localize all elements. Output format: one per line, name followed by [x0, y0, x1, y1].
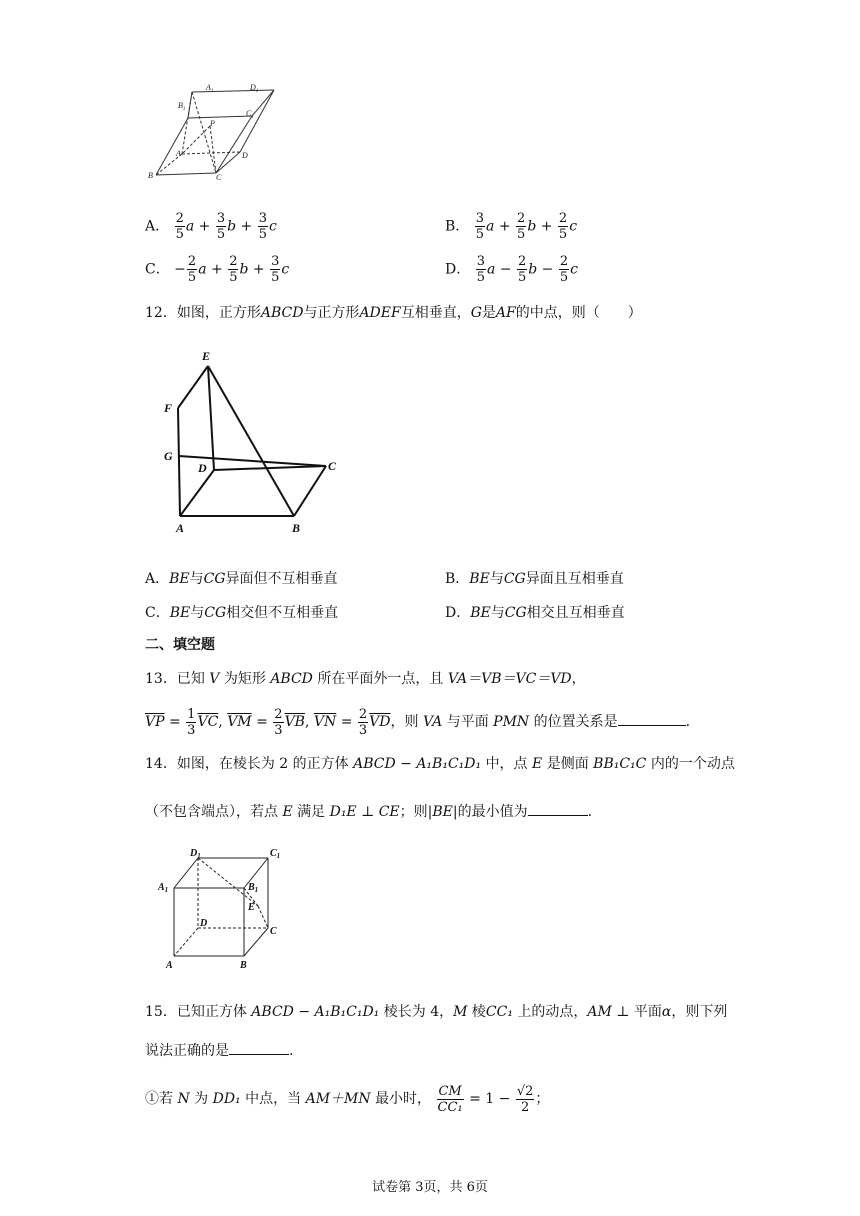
svg-text:D1: $D_1$	[250, 83, 259, 94]
q11-option-c[interactable]: C． − $\frac{2}{5}$ a + $\frac{2}{5}$ b + $\frac{3}{5}$ c	[145, 254, 290, 285]
q12-figure	[160, 346, 350, 536]
svg-text:D: D	[242, 151, 248, 160]
q13-answer-blank[interactable]	[618, 711, 686, 726]
svg-text:B1: $B_1$	[178, 101, 186, 112]
svg-text:B: B	[292, 521, 301, 535]
q11-option-a[interactable]: A． $\frac{2}{5}$ a + $\frac{3}{5}$ b + $\frac{3}{5}$ c	[145, 211, 277, 242]
svg-text:E: E	[202, 349, 211, 363]
q12-option-a[interactable]: A．BE与CG异面但不互相垂直	[145, 571, 338, 587]
svg-text:B: B	[240, 960, 247, 970]
q14-line2: （不包含端点），若点 E 满足 D₁E ⊥ CE；则|BE|的最小值为 .	[145, 801, 592, 822]
q14-answer-blank[interactable]	[528, 801, 588, 816]
page-footer: 试卷第 3页，共 6页	[372, 1180, 488, 1195]
svg-text:A: A	[176, 521, 185, 535]
svg-text:G: G	[164, 449, 173, 463]
q11-label-a1: $A_1$	[206, 83, 214, 94]
svg-text:P: P	[210, 119, 215, 128]
q15-line2: 说法正确的是 .	[145, 1040, 293, 1061]
svg-text:D: D	[198, 461, 207, 475]
q15-answer-blank[interactable]	[229, 1040, 289, 1055]
q11-option-b[interactable]: B． $\frac{3}{5}$ a + $\frac{2}{5}$ b + $\frac{2}{5}$ c	[445, 211, 578, 242]
svg-text:C: C	[216, 173, 222, 182]
q14-line1: 14．如图，在棱长为 2 的正方体 ABCD − A₁B₁C₁D₁ 中，点 E 是侧面 BB₁C₁C 内的一个动点	[145, 756, 735, 772]
svg-text:A: A	[166, 960, 173, 970]
svg-text:C: C	[328, 459, 337, 473]
q12-option-d[interactable]: D．BE与CG相交且互相垂直	[445, 605, 625, 621]
svg-text:F: F	[164, 401, 173, 415]
q12-stem: 12．如图，正方形ABCD与正方形ADEF互相垂直，G是AF的中点，则（ ）	[145, 305, 642, 321]
q13-line2: $\overline{VP}$ = $\frac{1}{3}$ $\overline{VC}$, $\overline{VM}$ = $\frac{2}{3}$ $\overline{VB}$, $\overline{VN}$ = $\frac{2}{3}$ $\overline{VD}$，则 VA 与平面 PMN 的位置关系是 .	[145, 706, 691, 738]
svg-text:E: E	[248, 902, 255, 913]
svg-text:D: D	[200, 918, 208, 929]
svg-text:C1: $C_1$	[246, 109, 254, 120]
svg-text:C1: $C_1$	[270, 848, 281, 860]
q13-line1: 13．已知 V 为矩形 ABCD 所在平面外一点，且 VA＝VB＝VC＝VD，	[145, 671, 586, 687]
q12-option-b[interactable]: B．BE与CG异面且互相垂直	[445, 571, 624, 587]
q14-figure	[156, 844, 290, 970]
svg-text:D1: $D_1$	[190, 848, 201, 860]
q15-item1: ①若 N 为 DD₁ 中点，当 AM＋MN 最小时， $\frac{CM}{\text{CC₁}}$ = 1 − $\frac{√2}{2}$ ；	[145, 1083, 550, 1115]
q11-option-d[interactable]: D． $\frac{3}{5}$ a − $\frac{2}{5}$ b − $\frac{2}{5}$ c	[445, 254, 578, 285]
q15-line1: 15．已知正方体 ABCD − A₁B₁C₁D₁ 棱长为 4，M 棱CC₁ 上的动点，AM ⊥ 平面α，则下列	[145, 1004, 728, 1020]
section-title-fill-in: 二、填空题	[145, 637, 215, 653]
svg-text:A: A	[176, 149, 181, 158]
svg-text:A1: $A_1$	[158, 882, 169, 894]
q12-option-c[interactable]: C．BE与CG相交但不互相垂直	[145, 605, 339, 621]
q11-figure	[140, 78, 280, 184]
svg-text:B1: $B_1$	[248, 882, 259, 894]
svg-text:B: B	[148, 171, 153, 180]
svg-text:C: C	[270, 926, 277, 937]
